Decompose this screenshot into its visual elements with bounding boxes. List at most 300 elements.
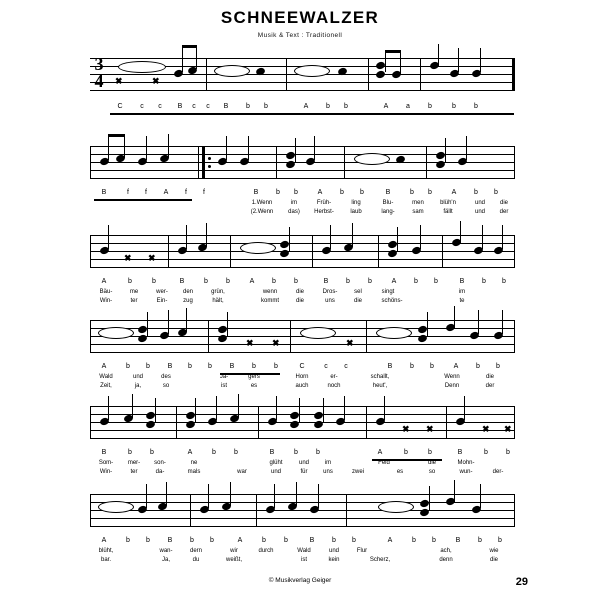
note-stem: [385, 50, 386, 72]
repeat-dot: [208, 157, 211, 160]
tab-letter: b: [294, 278, 298, 285]
tab-letter: B: [179, 278, 185, 285]
tab-letter: b: [264, 103, 268, 110]
note-stem: [330, 225, 331, 249]
note-stem: [323, 398, 324, 423]
lyric-syllable: Ein-: [156, 298, 168, 304]
credits-line: Musik & Text : Traditionell: [257, 32, 343, 39]
note-stem: [314, 136, 315, 160]
tab-letter: b: [188, 363, 192, 370]
x-note-head: ✖: [152, 76, 160, 86]
lyric-syllable: die: [499, 200, 508, 206]
barline: [208, 320, 209, 353]
lyric-syllable: Bäu-: [99, 289, 113, 295]
tab-letter: B: [323, 278, 329, 285]
tab-letter: f: [185, 189, 187, 196]
tab-letter: c: [206, 103, 210, 110]
tab-letter: b: [276, 189, 280, 196]
lyric-syllable: die: [485, 374, 494, 380]
tab-letter: b: [346, 278, 350, 285]
lyric-syllable: sel: [354, 289, 362, 295]
note-stem: [132, 394, 133, 418]
note-stem: [196, 45, 197, 69]
lyric-syllable: uns: [325, 298, 335, 304]
tab-letter: b: [434, 278, 438, 285]
note-stem: [108, 136, 109, 160]
staff-line: [90, 526, 515, 527]
note-stem: [466, 136, 467, 160]
lyric-syllable: es: [250, 383, 258, 389]
lyric-syllable: Feld: [378, 460, 390, 466]
tab-letter: a: [406, 103, 410, 110]
barline: [426, 146, 427, 179]
x-note-head: ✖: [402, 424, 410, 434]
lyric-syllable: wan-: [159, 548, 173, 554]
lyric-syllable: weißt,: [225, 557, 242, 563]
tab-letter: b: [212, 449, 216, 456]
tab-letter: c: [140, 103, 144, 110]
barline: [366, 406, 367, 439]
staff-line: [90, 320, 515, 321]
lyrics-row-4b: [90, 383, 515, 393]
tab-letter: A: [453, 363, 459, 370]
tab-letter: b: [332, 537, 336, 544]
lyric-syllable: des: [161, 374, 171, 380]
time-signature: 3 4: [94, 54, 104, 91]
lyric-syllable: kein: [328, 557, 340, 563]
repeat-dot: [208, 165, 211, 168]
tab-letter: b: [452, 103, 456, 110]
tab-letter: b: [316, 449, 320, 456]
tab-letter: b: [294, 189, 298, 196]
tab-letter: B: [167, 363, 173, 370]
note-stem: [400, 50, 401, 74]
barline: [312, 235, 313, 268]
note-stem: [464, 396, 465, 420]
note-head: [300, 327, 336, 339]
staff-line: [90, 162, 515, 163]
tab-letter: b: [476, 363, 480, 370]
staff-line: [90, 146, 515, 147]
note-stem: [230, 482, 231, 506]
lyric-syllable: blüh'n: [440, 200, 456, 206]
tab-letter: A: [163, 189, 169, 196]
repeat-barline-thick: [202, 146, 205, 179]
x-note-head: ✖: [272, 338, 280, 348]
system-4: [90, 320, 515, 354]
lyric-syllable: der: [485, 383, 495, 389]
lyric-syllable: ach,: [440, 548, 452, 554]
note-stem: [299, 398, 300, 423]
lyric-syllable: die: [353, 298, 362, 304]
barline: [290, 320, 291, 353]
tab-letter: b: [410, 189, 414, 196]
barline: [442, 235, 443, 268]
note-stem: [206, 223, 207, 247]
note-head: [294, 65, 330, 77]
tab-letters-row-4: [90, 363, 515, 374]
copyright-footer: © Musikverlag Geiger: [268, 577, 332, 584]
tab-letter: b: [126, 363, 130, 370]
system-1: [90, 54, 515, 92]
tab-letter: b: [412, 537, 416, 544]
lyric-syllable: Mohn-: [457, 460, 475, 466]
lyric-syllable: laub: [350, 209, 362, 215]
note-stem: [186, 225, 187, 249]
note-stem: [384, 396, 385, 420]
tab-letter: b: [360, 189, 364, 196]
note-head: [240, 242, 276, 254]
lyric-syllable: die: [295, 298, 304, 304]
barline: [514, 320, 515, 353]
tab-letter: b: [432, 537, 436, 544]
tab-letter: b: [352, 537, 356, 544]
tab-letter: b: [344, 103, 348, 110]
staff-line: [90, 154, 515, 155]
tab-letter: A: [101, 537, 107, 544]
tab-letter: b: [204, 278, 208, 285]
x-note-head: ✖: [124, 253, 132, 263]
barline: [276, 146, 277, 179]
lyric-syllable: schöns-: [381, 298, 403, 304]
lyric-syllable: zug: [183, 298, 193, 304]
note-head: [98, 327, 134, 339]
note-stem: [502, 310, 503, 334]
note-stem: [460, 221, 461, 243]
barline: [90, 320, 91, 353]
lyric-syllable: Herbst-: [314, 209, 334, 215]
note-stem: [274, 484, 275, 508]
lyric-syllable: schallt,: [370, 374, 390, 380]
tab-letter: b: [272, 278, 276, 285]
system-5: [90, 406, 515, 440]
lyric-syllable: hält,: [212, 298, 224, 304]
note-stem: [216, 396, 217, 420]
tab-underline: [110, 113, 514, 115]
note-stem: [502, 225, 503, 249]
staff-2: [90, 146, 515, 180]
tab-letter: B: [167, 537, 173, 544]
note-head: [214, 65, 250, 77]
tab-letter: A: [391, 278, 397, 285]
lyric-syllable: lang-: [381, 209, 395, 215]
tab-letter: b: [326, 103, 330, 110]
tab-letter: b: [428, 189, 432, 196]
lyric-syllable: war: [237, 469, 247, 475]
lyric-syllable: dern: [189, 548, 202, 554]
lyric-syllable: me: [129, 289, 139, 295]
note-head: [354, 153, 390, 165]
lyric-syllable: bar.: [100, 557, 111, 563]
lyric-syllable: das): [288, 209, 300, 215]
tab-letter: c: [344, 363, 348, 370]
staff-line: [90, 251, 515, 252]
staff-line: [90, 267, 515, 268]
note-stem: [458, 48, 459, 72]
lyric-syllable: son-: [154, 460, 166, 466]
tab-letter: A: [451, 189, 457, 196]
barline: [368, 58, 369, 91]
lyric-syllable: und: [328, 548, 339, 554]
lyric-syllable: im: [290, 200, 298, 206]
page-number: 29: [515, 576, 528, 588]
barline: [446, 406, 447, 439]
note-stem: [208, 484, 209, 508]
system-3: [90, 235, 515, 269]
staff-4: [90, 320, 515, 354]
note-stem: [480, 484, 481, 508]
tab-letter: B: [223, 103, 229, 110]
note-stem: [296, 482, 297, 506]
note-stem: [238, 394, 239, 418]
lyric-syllable: ne: [190, 460, 198, 466]
note-stem: [295, 138, 296, 162]
page-title: SCHNEEWALZER: [220, 8, 380, 27]
note-head: [378, 501, 414, 513]
lyric-syllable: Som-: [98, 460, 114, 466]
lyric-syllable: Wald: [297, 548, 311, 554]
tab-letter: b: [146, 537, 150, 544]
tab-letter: b: [128, 449, 132, 456]
tab-letter: b: [428, 449, 432, 456]
lyric-syllable: und: [474, 209, 485, 215]
lyric-syllable: der-: [492, 469, 504, 475]
note-beam: [182, 45, 197, 48]
tab-letter: b: [494, 189, 498, 196]
lyric-syllable: wun-: [459, 469, 473, 475]
repeat-barline: [198, 146, 199, 179]
barline: [230, 235, 231, 268]
tab-letter: b: [226, 278, 230, 285]
tab-letter: b: [274, 363, 278, 370]
barline: [90, 146, 91, 179]
barline: [286, 58, 287, 91]
lyrics-row-3b: [90, 298, 515, 308]
lyric-syllable: ist: [221, 383, 227, 389]
tab-letter: b: [484, 449, 488, 456]
lyric-syllable: te: [459, 298, 465, 304]
lyric-syllable: und: [270, 469, 281, 475]
tab-letter: f: [127, 189, 129, 196]
tab-letter: b: [404, 449, 408, 456]
tab-letter: B: [309, 537, 315, 544]
tab-letter: b: [428, 103, 432, 110]
lyric-syllable: mals: [187, 469, 201, 475]
lyric-syllable: er-: [330, 374, 338, 380]
tab-letter: b: [340, 189, 344, 196]
barline: [256, 494, 257, 527]
note-stem: [108, 396, 109, 420]
barline: [346, 494, 347, 527]
tab-letter: B: [101, 189, 107, 196]
tab-letter: B: [253, 189, 259, 196]
tab-letter: b: [152, 278, 156, 285]
lyric-syllable: glüht: [269, 460, 283, 466]
tab-letter: C: [117, 103, 123, 110]
tab-letter: C: [299, 363, 305, 370]
barline: [514, 406, 515, 439]
tab-letter: b: [498, 537, 502, 544]
lyric-syllable: zwei: [351, 469, 364, 475]
note-stem: [124, 134, 125, 158]
tab-letter: B: [177, 103, 183, 110]
lyric-syllable: blüht,: [98, 548, 114, 554]
tab-letter: A: [303, 103, 309, 110]
note-stem: [146, 136, 147, 160]
tab-letter: b: [262, 537, 266, 544]
lyrics-row-2b: [90, 209, 515, 219]
lyric-syllable: wir: [230, 548, 238, 554]
note-head: [376, 327, 412, 339]
tab-letter: B: [455, 537, 461, 544]
tab-letters-row-6: [90, 537, 515, 548]
tab-letter: A: [187, 449, 193, 456]
staff-line: [90, 494, 515, 495]
barline: [344, 146, 345, 179]
staff-3: [90, 235, 515, 269]
x-note-head: ✖: [504, 424, 512, 434]
tab-letter: A: [377, 449, 383, 456]
barline: [366, 320, 367, 353]
note-head: [118, 61, 166, 73]
note-beam: [385, 50, 401, 53]
lyric-syllable: Horn: [295, 374, 309, 380]
tab-letter: B: [229, 363, 235, 370]
tab-letter: b: [190, 537, 194, 544]
lyric-syllable: ter: [130, 469, 138, 475]
note-stem: [427, 312, 428, 337]
tab-letter: c: [324, 363, 328, 370]
lyric-syllable: auch: [295, 383, 309, 389]
tab-letter: b: [482, 278, 486, 285]
note-stem: [108, 225, 109, 249]
staff-line: [90, 438, 515, 439]
note-stem: [482, 225, 483, 249]
note-stem: [168, 134, 169, 158]
lyric-syllable: für: [300, 469, 308, 475]
note-stem: [289, 227, 290, 252]
tab-letters-row-5: [90, 449, 515, 460]
tab-letter: A: [237, 537, 243, 544]
lyric-syllable: Zeit,: [100, 383, 112, 389]
tab-letter: A: [101, 278, 107, 285]
lyric-syllable: wie: [489, 548, 499, 554]
lyric-syllable: heut',: [372, 383, 388, 389]
lyric-syllable: ja,: [134, 383, 142, 389]
staff-line: [90, 170, 515, 171]
lyric-syllable: Dros-: [322, 289, 338, 295]
lyric-syllable: wer-: [156, 289, 168, 295]
tab-letters-row-3: [90, 278, 515, 289]
lyric-syllable: du: [192, 557, 200, 563]
note-beam: [108, 134, 125, 137]
note-stem: [478, 310, 479, 334]
barline-end: [512, 58, 515, 91]
lyric-syllable: gers: [248, 374, 260, 380]
lyric-syllable: fällt: [443, 209, 453, 215]
lyrics-row-5b: [90, 469, 515, 479]
system-6: [90, 494, 515, 528]
staff-1: [90, 54, 515, 92]
barline: [206, 58, 207, 91]
staff-6: [90, 494, 515, 528]
lyric-syllable: Früh-: [316, 200, 332, 206]
tab-letters-row-1: [90, 103, 515, 114]
lyric-syllable: die: [489, 557, 498, 563]
lyric-syllable: (2.Wenn: [250, 209, 274, 215]
lyric-syllable: da-: [155, 469, 165, 475]
barline: [90, 406, 91, 439]
tab-letter: c: [192, 103, 196, 110]
lyric-syllable: die: [295, 289, 304, 295]
tab-letter: b: [128, 278, 132, 285]
system-2: [90, 146, 515, 180]
tab-letter: B: [387, 363, 393, 370]
lyric-syllable: so: [428, 469, 436, 475]
barline: [378, 235, 379, 268]
tab-letter: b: [410, 363, 414, 370]
barline: [514, 146, 515, 179]
barline: [514, 235, 515, 268]
tab-letter: c: [158, 103, 162, 110]
tab-letter: A: [101, 363, 107, 370]
lyric-syllable: Denn: [444, 383, 460, 389]
staff-line: [90, 344, 515, 345]
tab-letter: B: [459, 278, 465, 285]
lyric-syllable: mer-: [127, 460, 141, 466]
lyric-syllable: wenn: [262, 289, 278, 295]
note-stem: [226, 136, 227, 160]
lyric-syllable: grün,: [211, 289, 225, 295]
note-stem: [480, 48, 481, 72]
lyric-syllable: men: [412, 200, 424, 206]
lyric-syllable: und: [474, 200, 485, 206]
note-stem: [438, 44, 439, 66]
tab-letter: B: [385, 189, 391, 196]
tab-letter: f: [203, 189, 205, 196]
lyric-syllable: Ja,: [161, 557, 170, 563]
lyric-syllable: uns: [323, 469, 333, 475]
x-note-head: ✖: [426, 424, 434, 434]
lyric-syllable: Win-: [99, 298, 113, 304]
tab-letter: B: [457, 449, 463, 456]
lyric-syllable: ling: [351, 200, 361, 206]
lyric-syllable: sam: [412, 209, 424, 215]
tab-letter: A: [387, 537, 393, 544]
lyric-syllable: singt: [381, 289, 395, 295]
note-stem: [155, 398, 156, 423]
note-stem: [318, 484, 319, 508]
tab-letter: B: [101, 449, 107, 456]
tab-letter: b: [294, 449, 298, 456]
barline: [90, 494, 91, 527]
lyric-syllable: ist: [301, 557, 307, 563]
staff-line: [90, 90, 515, 91]
staff-5: [90, 406, 515, 440]
barline: [514, 494, 515, 527]
lyric-syllable: Wenn: [444, 374, 460, 380]
tab-letter: b: [234, 449, 238, 456]
note-stem: [166, 482, 167, 506]
lyric-syllable: es: [396, 469, 404, 475]
note-stem: [454, 306, 455, 328]
lyric-syllable: kommt: [261, 298, 279, 304]
x-note-head: ✖: [482, 424, 490, 434]
lyric-syllable: so: [162, 383, 170, 389]
note-stem: [147, 312, 148, 337]
staff-line: [90, 430, 515, 431]
tab-letter: A: [383, 103, 389, 110]
